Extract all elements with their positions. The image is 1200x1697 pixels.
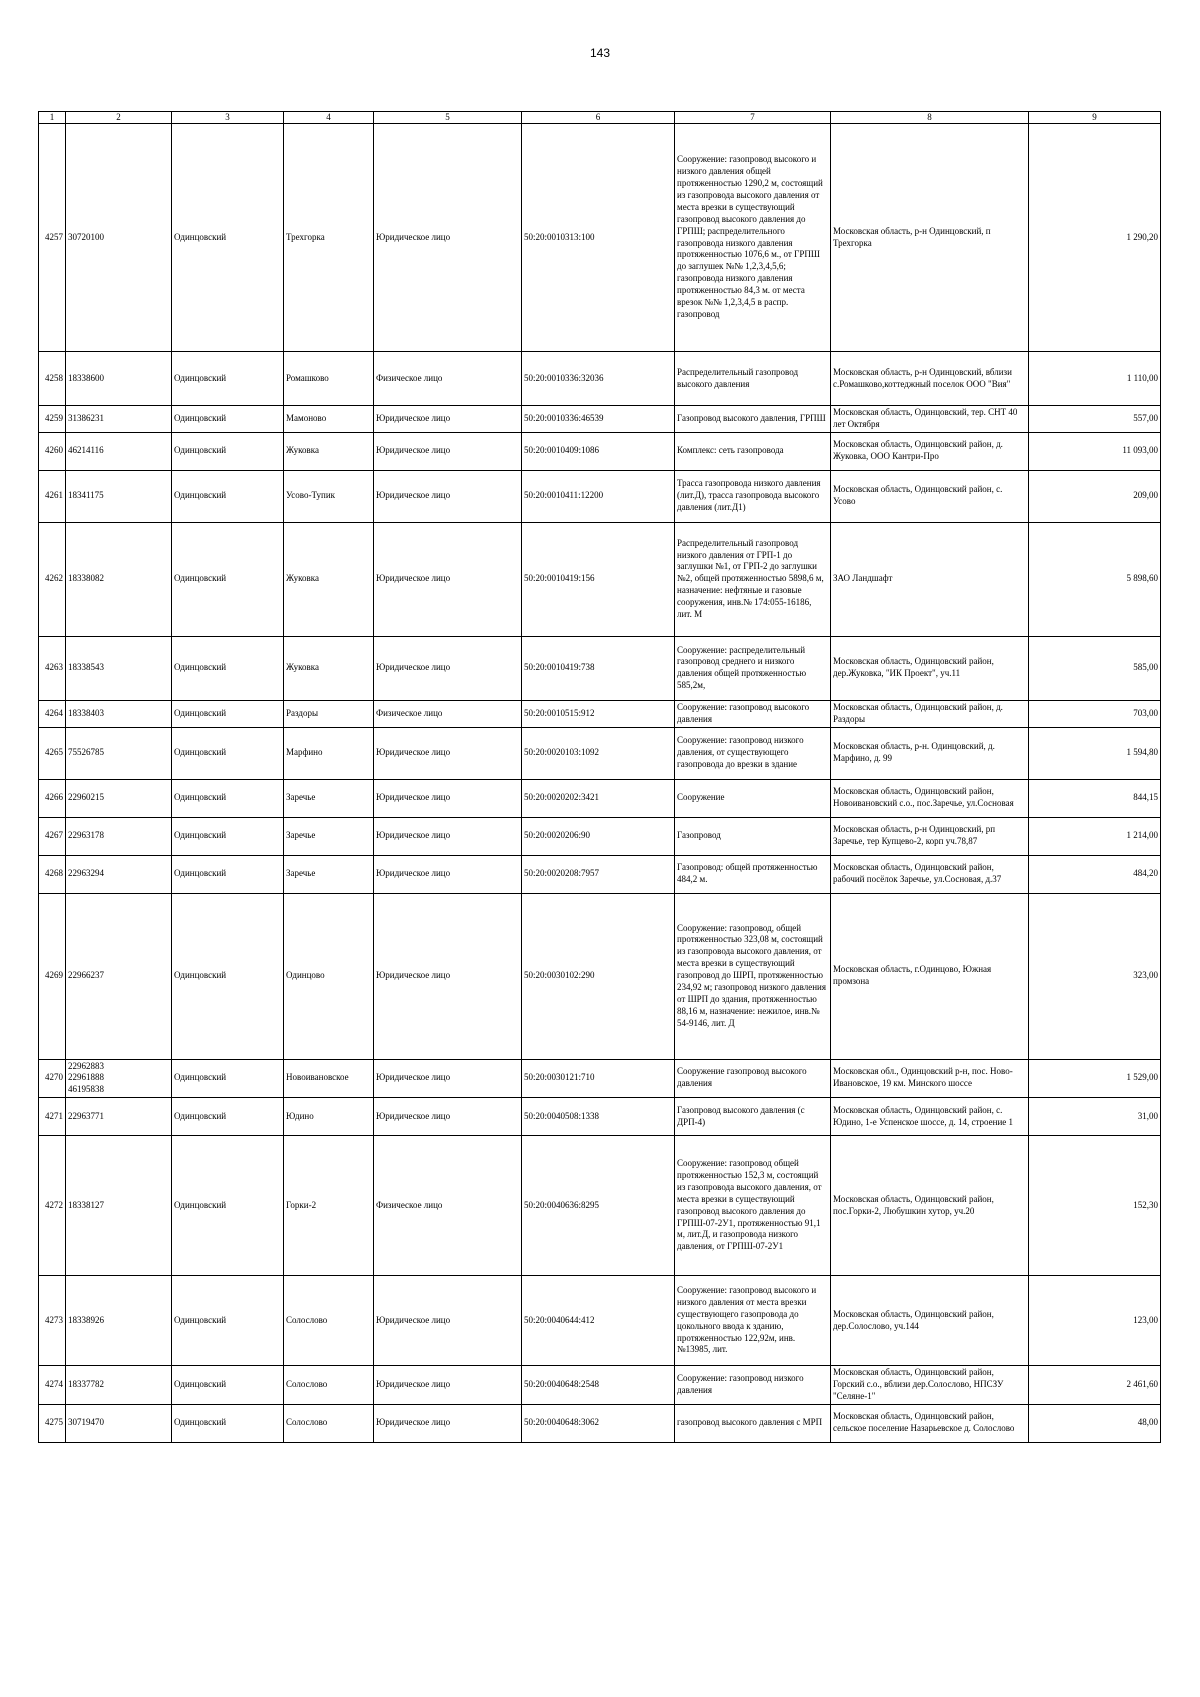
owner-type-cell: Юридическое лицо	[374, 432, 522, 470]
length-cell: 1 290,20	[1029, 124, 1161, 352]
locality-cell: Мамоново	[284, 406, 374, 433]
object-code-cell: 46214116	[66, 432, 172, 470]
table-row	[39, 893, 1161, 1059]
locality-cell: Заречье	[284, 817, 374, 855]
length-cell: 844,15	[1029, 779, 1161, 817]
locality-cell: Усово-Тупик	[284, 470, 374, 522]
cadastral-number-cell: 50:20:0020206:90	[522, 817, 675, 855]
table-row	[39, 406, 1161, 433]
owner-type-cell: Физическое лицо	[374, 352, 522, 406]
district-cell: Одинцовский	[172, 352, 284, 406]
row-number-cell: 4265	[39, 727, 66, 779]
row-number-cell: 4270	[39, 1059, 66, 1098]
table-row	[39, 1404, 1161, 1442]
object-code-cell: 22963178	[66, 817, 172, 855]
length-cell: 48,00	[1029, 1404, 1161, 1442]
row-number-cell: 4266	[39, 779, 66, 817]
length-cell: 557,00	[1029, 406, 1161, 433]
cadastral-number-cell: 50:20:0030121:710	[522, 1059, 675, 1098]
row-number-cell: 4264	[39, 700, 66, 727]
owner-type-cell: Юридическое лицо	[374, 636, 522, 700]
object-code-cell: 22960215	[66, 779, 172, 817]
row-number-cell: 4267	[39, 817, 66, 855]
row-number-cell: 4273	[39, 1276, 66, 1366]
object-code-cell: 18338600	[66, 352, 172, 406]
page-number: 143	[589, 46, 611, 60]
length-cell: 1 594,80	[1029, 727, 1161, 779]
row-number-cell: 4258	[39, 352, 66, 406]
cadastral-number-cell: 50:20:0040508:1338	[522, 1098, 675, 1136]
table-row	[39, 124, 1161, 352]
table-row	[39, 1366, 1161, 1405]
object-description-cell: Сооружение: распределительный газопровод среднего и низкого давления общей протяженностью 585,2м,	[675, 636, 831, 700]
address-cell: Московская область, р-н Одинцовский, рп Заречье, тер Купцево-2, корп уч.78,87	[831, 817, 1029, 855]
locality-cell: Ромашково	[284, 352, 374, 406]
owner-type-cell: Юридическое лицо	[374, 817, 522, 855]
row-number-cell: 4262	[39, 522, 66, 636]
cadastral-number-cell: 50:20:0020103:1092	[522, 727, 675, 779]
cadastral-number-cell: 50:20:0010313:100	[522, 124, 675, 352]
address-cell: ЗАО Ландшафт	[831, 522, 1029, 636]
locality-cell: Трехгорка	[284, 124, 374, 352]
district-cell: Одинцовский	[172, 727, 284, 779]
owner-type-cell: Юридическое лицо	[374, 855, 522, 893]
owner-type-cell: Юридическое лицо	[374, 470, 522, 522]
district-cell: Одинцовский	[172, 470, 284, 522]
cadastral-number-cell: 50:20:0040644:412	[522, 1276, 675, 1366]
row-number-cell: 4261	[39, 470, 66, 522]
district-cell: Одинцовский	[172, 1366, 284, 1405]
object-description-cell: Сооружение: газопровод высокого и низкого давления общей протяженностью 1290,2 м, состоящий из газопровода высокого давления от места врезки в существующий газопровод высокого давления до ГРПШ; распределительного газопровода низкого давления протяженностью 1076,6 м., от ГРПШ до заглушек №№ 1,2,3,4,5,6; газопровода низкого давления протяженностью 84,3 м. от места врезок №№ 1,2,3,4,5 в распр. газопровод	[675, 124, 831, 352]
object-description-cell: Газопровод	[675, 817, 831, 855]
length-cell: 323,00	[1029, 893, 1161, 1059]
district-cell: Одинцовский	[172, 1276, 284, 1366]
cadastral-number-cell: 50:20:0010336:46539	[522, 406, 675, 433]
locality-cell: Юдино	[284, 1098, 374, 1136]
locality-cell: Заречье	[284, 855, 374, 893]
cadastral-number-cell: 50:20:0010409:1086	[522, 432, 675, 470]
locality-cell: Марфино	[284, 727, 374, 779]
length-cell: 703,00	[1029, 700, 1161, 727]
district-cell: Одинцовский	[172, 779, 284, 817]
owner-type-cell: Юридическое лицо	[374, 1366, 522, 1405]
row-number-cell: 4272	[39, 1136, 66, 1276]
owner-type-cell: Юридическое лицо	[374, 727, 522, 779]
object-description-cell: Сооружение: газопровод высокого давления	[675, 700, 831, 727]
object-description-cell: Сооружение: газопровод низкого давления, от существующего газопровода до врезки в здание	[675, 727, 831, 779]
object-code-cell: 18337782	[66, 1366, 172, 1405]
length-cell: 5 898,60	[1029, 522, 1161, 636]
table-row	[39, 522, 1161, 636]
object-description-cell: Распределительный газопровод высокого давления	[675, 352, 831, 406]
owner-type-cell: Юридическое лицо	[374, 779, 522, 817]
object-code-cell: 22966237	[66, 893, 172, 1059]
column-number-7: 7	[675, 112, 831, 124]
cadastral-number-cell: 50:20:0030102:290	[522, 893, 675, 1059]
object-code-cell: 31386231	[66, 406, 172, 433]
district-cell: Одинцовский	[172, 522, 284, 636]
table-row	[39, 636, 1161, 700]
address-cell: Московская обл., Одинцовский р-н, пос. Ново-Ивановское, 19 км. Минского шоссе	[831, 1059, 1029, 1098]
address-cell: Московская область, Одинцовский район, д. Жуковка, ООО Кантри-Про	[831, 432, 1029, 470]
table-row	[39, 855, 1161, 893]
length-cell: 123,00	[1029, 1276, 1161, 1366]
locality-cell: Новоивановское	[284, 1059, 374, 1098]
table-row	[39, 470, 1161, 522]
locality-cell: Жуковка	[284, 522, 374, 636]
cadastral-number-cell: 50:20:0020202:3421	[522, 779, 675, 817]
object-code-cell: 18338543	[66, 636, 172, 700]
cadastral-number-cell: 50:20:0040636:8295	[522, 1136, 675, 1276]
address-cell: Московская область, Одинцовский район, пос.Горки-2, Любушкин хутор, уч.20	[831, 1136, 1029, 1276]
locality-cell: Одинцово	[284, 893, 374, 1059]
locality-cell: Раздоры	[284, 700, 374, 727]
table-row	[39, 1136, 1161, 1276]
object-description-cell: Трасса газопровода низкого давления (лит.Д), трасса газопровода высокого давления (лит.Д1)	[675, 470, 831, 522]
district-cell: Одинцовский	[172, 1059, 284, 1098]
address-cell: Московская область, Одинцовский район, д. Раздоры	[831, 700, 1029, 727]
object-description-cell: газопровод высокого давления с МРП	[675, 1404, 831, 1442]
object-description-cell: Газопровод высокого давления, ГРПШ	[675, 406, 831, 433]
address-cell: Московская область, Одинцовский район, дер.Жуковка, "ИК Проект", уч.11	[831, 636, 1029, 700]
object-code-cell: 22962883 22961888 46195838	[66, 1059, 172, 1098]
length-cell: 1 529,00	[1029, 1059, 1161, 1098]
object-code-cell: 18338926	[66, 1276, 172, 1366]
object-description-cell: Сооружение: газопровод низкого давления	[675, 1366, 831, 1405]
column-number-1: 1	[39, 112, 66, 124]
object-code-cell: 22963771	[66, 1098, 172, 1136]
locality-cell: Заречье	[284, 779, 374, 817]
length-cell: 585,00	[1029, 636, 1161, 700]
length-cell: 209,00	[1029, 470, 1161, 522]
cadastral-number-cell: 50:20:0010419:156	[522, 522, 675, 636]
district-cell: Одинцовский	[172, 124, 284, 352]
column-number-8: 8	[831, 112, 1029, 124]
address-cell: Московская область, Одинцовский район, Горский с.о., вблизи дер.Солослово, НПСЗУ "Селяне-1"	[831, 1366, 1029, 1405]
row-number-cell: 4269	[39, 893, 66, 1059]
column-number-6: 6	[522, 112, 675, 124]
table-row	[39, 352, 1161, 406]
length-cell: 11 093,00	[1029, 432, 1161, 470]
object-code-cell: 22963294	[66, 855, 172, 893]
owner-type-cell: Юридическое лицо	[374, 1059, 522, 1098]
cadastral-number-cell: 50:20:0040648:2548	[522, 1366, 675, 1405]
owner-type-cell: Юридическое лицо	[374, 522, 522, 636]
object-code-cell: 18338082	[66, 522, 172, 636]
column-number-9: 9	[1029, 112, 1161, 124]
row-number-cell: 4271	[39, 1098, 66, 1136]
owner-type-cell: Юридическое лицо	[374, 124, 522, 352]
length-cell: 152,30	[1029, 1136, 1161, 1276]
district-cell: Одинцовский	[172, 432, 284, 470]
cadastral-number-cell: 50:20:0010515:912	[522, 700, 675, 727]
table-row	[39, 700, 1161, 727]
cadastral-number-cell: 50:20:0010411:12200	[522, 470, 675, 522]
object-code-cell: 18338403	[66, 700, 172, 727]
cadastral-number-cell: 50:20:0040648:3062	[522, 1404, 675, 1442]
owner-type-cell: Физическое лицо	[374, 1136, 522, 1276]
length-cell: 1 110,00	[1029, 352, 1161, 406]
owner-type-cell: Юридическое лицо	[374, 406, 522, 433]
object-code-cell: 75526785	[66, 727, 172, 779]
column-number-4: 4	[284, 112, 374, 124]
table-row	[39, 432, 1161, 470]
district-cell: Одинцовский	[172, 1404, 284, 1442]
column-number-2: 2	[66, 112, 172, 124]
district-cell: Одинцовский	[172, 893, 284, 1059]
locality-cell: Жуковка	[284, 432, 374, 470]
locality-cell: Солослово	[284, 1276, 374, 1366]
table-row	[39, 779, 1161, 817]
owner-type-cell: Юридическое лицо	[374, 1404, 522, 1442]
row-number-cell: 4268	[39, 855, 66, 893]
object-code-cell: 30719470	[66, 1404, 172, 1442]
object-description-cell: Сооружение	[675, 779, 831, 817]
table-row	[39, 817, 1161, 855]
table-row	[39, 1098, 1161, 1136]
address-cell: Московская область, Одинцовский район, сельское поселение Назарьевское д. Солослово	[831, 1404, 1029, 1442]
object-description-cell: Газопровод высокого давления (с ДРП-4)	[675, 1098, 831, 1136]
owner-type-cell: Юридическое лицо	[374, 1098, 522, 1136]
district-cell: Одинцовский	[172, 636, 284, 700]
owner-type-cell: Юридическое лицо	[374, 893, 522, 1059]
cadastral-number-cell: 50:20:0010336:32036	[522, 352, 675, 406]
owner-type-cell: Физическое лицо	[374, 700, 522, 727]
length-cell: 484,20	[1029, 855, 1161, 893]
object-description-cell: Газопровод: общей протяженностью 484,2 м.	[675, 855, 831, 893]
row-number-cell: 4260	[39, 432, 66, 470]
address-cell: Московская область, Одинцовский, тер. СНТ 40 лет Октября	[831, 406, 1029, 433]
row-number-cell: 4263	[39, 636, 66, 700]
address-cell: Московская область, р-н Одинцовский, п Трехгорка	[831, 124, 1029, 352]
column-number-5: 5	[374, 112, 522, 124]
address-cell: Московская область, Одинцовский район, с. Юдино, 1-е Успенское шоссе, д. 14, строение 1	[831, 1098, 1029, 1136]
address-cell: Московская область, Одинцовский район, дер.Солослово, уч.144	[831, 1276, 1029, 1366]
row-number-cell: 4257	[39, 124, 66, 352]
column-number-3: 3	[172, 112, 284, 124]
address-cell: Московская область, г.Одинцово, Южная промзона	[831, 893, 1029, 1059]
object-description-cell: Сооружение: газопровод, общей протяженностью 323,08 м, состоящий из газопровода высокого давления, от места врезки в существующий газопровод до ШРП, протяженностью 234,92 м; газопровод низкого давления от ШРП до здания, протяженностью 88,16 м, назначение: нежилое, инв.№ 54-9146, лит. Д	[675, 893, 831, 1059]
object-description-cell: Сооружение: газопровод общей протяженностью 152,3 м, состоящий из газопровода высокого давления, от места врезки в существующий газопровод высокого давления до ГРПШ-07-2У1, протяженностью 91,1 м, лит.Д, и газопровода низкого давления, от ГРПШ-07-2У1	[675, 1136, 831, 1276]
row-number-cell: 4259	[39, 406, 66, 433]
district-cell: Одинцовский	[172, 855, 284, 893]
object-description-cell: Сооружение: газопровод высокого и низкого давления от места врезки существующего газопровода до цокольного ввода к зданию, протяженностью 122,92м, инв.№13985, лит.	[675, 1276, 831, 1366]
length-cell: 2 461,60	[1029, 1366, 1161, 1405]
object-description-cell: Комплекс: сеть газопровода	[675, 432, 831, 470]
address-cell: Московская область, р-н Одинцовский, вблизи с.Ромашково,коттеджный поселок ООО "Вия"	[831, 352, 1029, 406]
address-cell: Московская область, р-н. Одинцовский, д. Марфино, д. 99	[831, 727, 1029, 779]
table-row	[39, 1276, 1161, 1366]
column-number-row	[39, 112, 1161, 124]
cadastral-number-cell: 50:20:0010419:738	[522, 636, 675, 700]
district-cell: Одинцовский	[172, 817, 284, 855]
table-row	[39, 1059, 1161, 1098]
object-code-cell: 18341175	[66, 470, 172, 522]
table-row	[39, 727, 1161, 779]
object-code-cell: 18338127	[66, 1136, 172, 1276]
district-cell: Одинцовский	[172, 1136, 284, 1276]
district-cell: Одинцовский	[172, 1098, 284, 1136]
locality-cell: Горки-2	[284, 1136, 374, 1276]
object-description-cell: Сооружение газопровод высокого давления	[675, 1059, 831, 1098]
district-cell: Одинцовский	[172, 700, 284, 727]
district-cell: Одинцовский	[172, 406, 284, 433]
object-description-cell: Распределительный газопровод низкого давления от ГРП-1 до заглушки №1, от ГРП-2 до заглушки №2, общей протяженностью 5898,6 м, назначение: нефтяные и газовые сооружения, инв.№ 174:055-16186, лит. М	[675, 522, 831, 636]
length-cell: 31,00	[1029, 1098, 1161, 1136]
locality-cell: Солослово	[284, 1404, 374, 1442]
owner-type-cell: Юридическое лицо	[374, 1276, 522, 1366]
locality-cell: Солослово	[284, 1366, 374, 1405]
table-body	[39, 124, 1161, 1443]
row-number-cell: 4274	[39, 1366, 66, 1405]
address-cell: Московская область, Одинцовский район, с. Усово	[831, 470, 1029, 522]
row-number-cell: 4275	[39, 1404, 66, 1442]
length-cell: 1 214,00	[1029, 817, 1161, 855]
gas-pipeline-registry-table	[38, 111, 1161, 1443]
locality-cell: Жуковка	[284, 636, 374, 700]
cadastral-number-cell: 50:20:0020208:7957	[522, 855, 675, 893]
address-cell: Московская область, Одинцовский район, рабочий посёлок Заречье, ул.Сосновая, д.37	[831, 855, 1029, 893]
address-cell: Московская область, Одинцовский район, Новоивановский с.о., пос.Заречье, ул.Сосновая	[831, 779, 1029, 817]
object-code-cell: 30720100	[66, 124, 172, 352]
